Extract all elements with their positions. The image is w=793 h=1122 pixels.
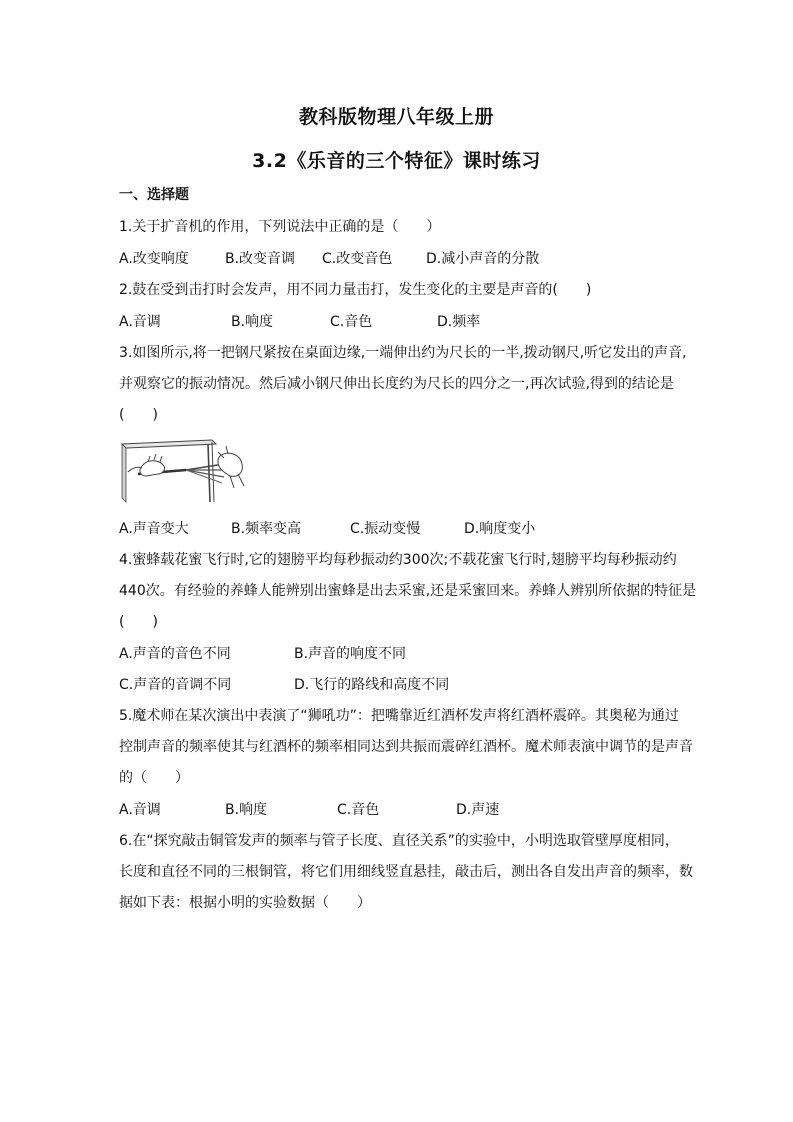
ruler-on-table-figure [120, 436, 250, 506]
question-4-line-3: ( ) [119, 614, 158, 630]
question-2-stem: 2.鼓在受到击打时会发声，用不同力量击打，发生变化的主要是声音的( ) [119, 282, 592, 298]
question-1-option-c: C.改变音色 [322, 251, 393, 267]
question-6-line-2: 长度和直径不同的三根铜管，将它们用细线竖直悬挂，敲击后，测出各自发出声音的频率，数 [119, 864, 693, 880]
question-3-option-a: A.声音变大 [119, 521, 189, 537]
question-3-option-c: C.振动变慢 [350, 521, 421, 537]
question-5-option-c: C.音色 [337, 802, 380, 818]
question-4-line-1: 4.蜜蜂载花蜜飞行时,它的翅膀平均每秒振动约300次;不载花蜜飞行时,翅膀平均每秒振动约 [119, 552, 677, 568]
question-1-stem: 1.关于扩音机的作用，下列说法中正确的是（ ） [119, 219, 441, 235]
question-6-line-3: 据如下表：根据小明的实验数据（ ） [119, 895, 371, 911]
question-1-option-d: D.减小声音的分散 [426, 251, 540, 267]
question-3-option-d: D.响度变小 [464, 521, 536, 537]
question-2-option-a: A.音调 [119, 314, 161, 330]
question-3-line-2: 并观察它的振动情况。然后减小钢尺伸出长度约为尺长的四分之一,再次试验,得到的结论是 [119, 376, 674, 392]
section-heading: 一、选择题 [119, 187, 189, 203]
question-1-option-b: B.改变音调 [225, 251, 296, 267]
question-3-line-3: ( ) [119, 407, 158, 423]
question-4-option-d: D.飞行的路线和高度不同 [294, 677, 450, 693]
question-5-option-b: B.响度 [225, 802, 268, 818]
question-2-option-c: C.音色 [330, 314, 373, 330]
question-4-option-c: C.声音的音调不同 [119, 677, 232, 693]
question-2-option-b: B.响度 [231, 314, 274, 330]
question-4-option-a: A.声音的音色不同 [119, 646, 231, 662]
question-6-line-1: 6.在“探究敲击铜管发声的频率与管子长度、直径关系”的实验中，小明选取管壁厚度相同， [119, 833, 679, 849]
question-3-line-1: 3.如图所示,将一把钢尺紧按在桌面边缘,一端伸出约为尺长的一半,拨动钢尺,听它发出的声音, [119, 345, 687, 361]
ruler-diagram [120, 436, 250, 506]
question-5-option-d: D.声速 [456, 802, 500, 818]
question-1-option-a: A.改变响度 [119, 251, 189, 267]
question-2-option-d: D.频率 [437, 314, 481, 330]
question-4-option-b: B.声音的响度不同 [294, 646, 407, 662]
document-subtitle: 3.2《乐音的三个特征》课时练习 [252, 150, 541, 172]
document-title: 教科版物理八年级上册 [298, 106, 494, 128]
question-4-line-2: 440次。有经验的养蜂人能辨别出蜜蜂是出去采蜜,还是采蜜回来。养蜂人辨别所依据的特征是 [119, 583, 697, 599]
question-5-line-2: 控制声音的频率使其与红酒杯的频率相同达到共振而震碎红酒杯。魔术师表演中调节的是声音 [119, 739, 693, 755]
question-3-option-b: B.频率变高 [231, 521, 302, 537]
question-5-option-a: A.音调 [119, 802, 161, 818]
question-5-line-3: 的（ ） [119, 770, 189, 786]
question-5-line-1: 5.魔术师在某次演出中表演了“狮吼功”：把嘴靠近红酒杯发声将红酒杯震碎。其奥秘为通过 [119, 708, 679, 724]
